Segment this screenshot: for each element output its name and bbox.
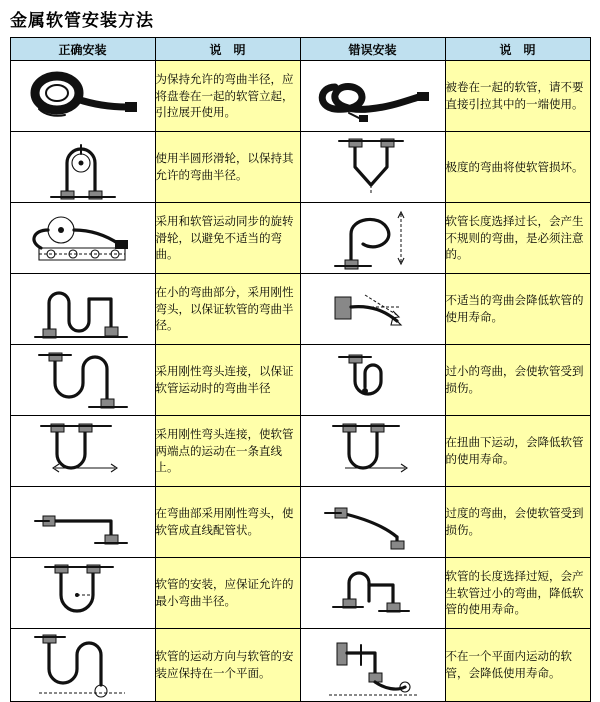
note-left: 在小的弯曲部分，采用刚性弯头，以保证软管的弯曲半径。	[155, 274, 300, 345]
table-row	[10, 61, 590, 132]
straight-pipe-elbow-icon	[10, 487, 155, 558]
note-left: 使用半圆形滑轮，以保持其允许的弯曲半径。	[155, 132, 300, 203]
note-left: 采用刚性弯头连接，使软管两端点的运动在一条直线上。	[155, 416, 300, 487]
note-left: 软管的安装，应保证允许的最小弯曲半径。	[155, 558, 300, 629]
note-right: 在扭曲下运动，会降低软管的使用寿命。	[445, 416, 590, 487]
header-note-left: 说 明	[155, 38, 300, 61]
table-row	[10, 416, 590, 487]
too-small-bend-icon	[300, 345, 445, 416]
long-loop-irregular-icon	[300, 203, 445, 274]
header-wrong: 错误安装	[300, 38, 445, 61]
note-left: 软管的运动方向与软管的安装应保持在一个平面。	[155, 629, 300, 702]
note-right: 软管的长度选择过短，会产生软管过小的弯曲，降低软管的使用寿命。	[445, 558, 590, 629]
note-right: 过小的弯曲，会使软管受到损伤。	[445, 345, 590, 416]
note-left: 采用和软管运动同步的旋转滑轮，以避免不适当的弯曲。	[155, 203, 300, 274]
table-row	[10, 345, 590, 416]
table-row	[10, 132, 590, 203]
note-right: 极度的弯曲将使软管损坏。	[445, 132, 590, 203]
note-left: 采用刚性弯头连接，以保证软管运动时的弯曲半径	[155, 345, 300, 416]
too-long-hose-icon	[300, 558, 445, 629]
note-left: 为保持允许的弯曲半径，应将盘卷在一起的软管立起，引拉展开使用。	[155, 61, 300, 132]
rigid-elbow-small-bend-icon	[10, 274, 155, 345]
improper-bend-icon	[300, 274, 445, 345]
u-bend-pulley-icon	[10, 132, 155, 203]
note-right: 过度的弯曲，会使软管受到损伤。	[445, 487, 590, 558]
straight-line-motion-icon	[10, 416, 155, 487]
table-row	[10, 558, 590, 629]
note-right: 不适当的弯曲会降低软管的使用寿命。	[445, 274, 590, 345]
header-note-right: 说 明	[445, 38, 590, 61]
note-right: 不在一个平面内运动的软管，会降低使用寿命。	[445, 629, 590, 702]
torsion-bend-icon	[300, 416, 445, 487]
installation-method-table	[10, 37, 591, 702]
header-correct: 正确安装	[10, 38, 155, 61]
page-title: 金属软管安装方法	[10, 11, 154, 31]
coiled-hose-pulled-icon	[300, 61, 445, 132]
sharp-v-bend-icon	[300, 132, 445, 203]
table-row	[10, 203, 590, 274]
note-right: 被卷在一起的软管，请不要直接引拉其中的一端使用。	[445, 61, 590, 132]
table-header	[10, 38, 590, 61]
table-row	[10, 629, 590, 702]
table-row	[10, 274, 590, 345]
excessive-bend-icon	[300, 487, 445, 558]
coiled-hose-icon	[10, 61, 155, 132]
same-plane-motion-icon	[10, 629, 155, 702]
min-bend-radius-icon	[10, 558, 155, 629]
note-right: 软管长度选择过长，会产生不规则的弯曲，是必须注意的。	[445, 203, 590, 274]
table-row	[10, 487, 590, 558]
rotating-pulley-sync-icon	[10, 203, 155, 274]
note-left: 在弯曲部采用刚性弯头，使软管成直线配管状。	[155, 487, 300, 558]
rigid-elbow-connection-icon	[10, 345, 155, 416]
out-of-plane-motion-icon	[300, 629, 445, 702]
table-body	[10, 61, 590, 702]
